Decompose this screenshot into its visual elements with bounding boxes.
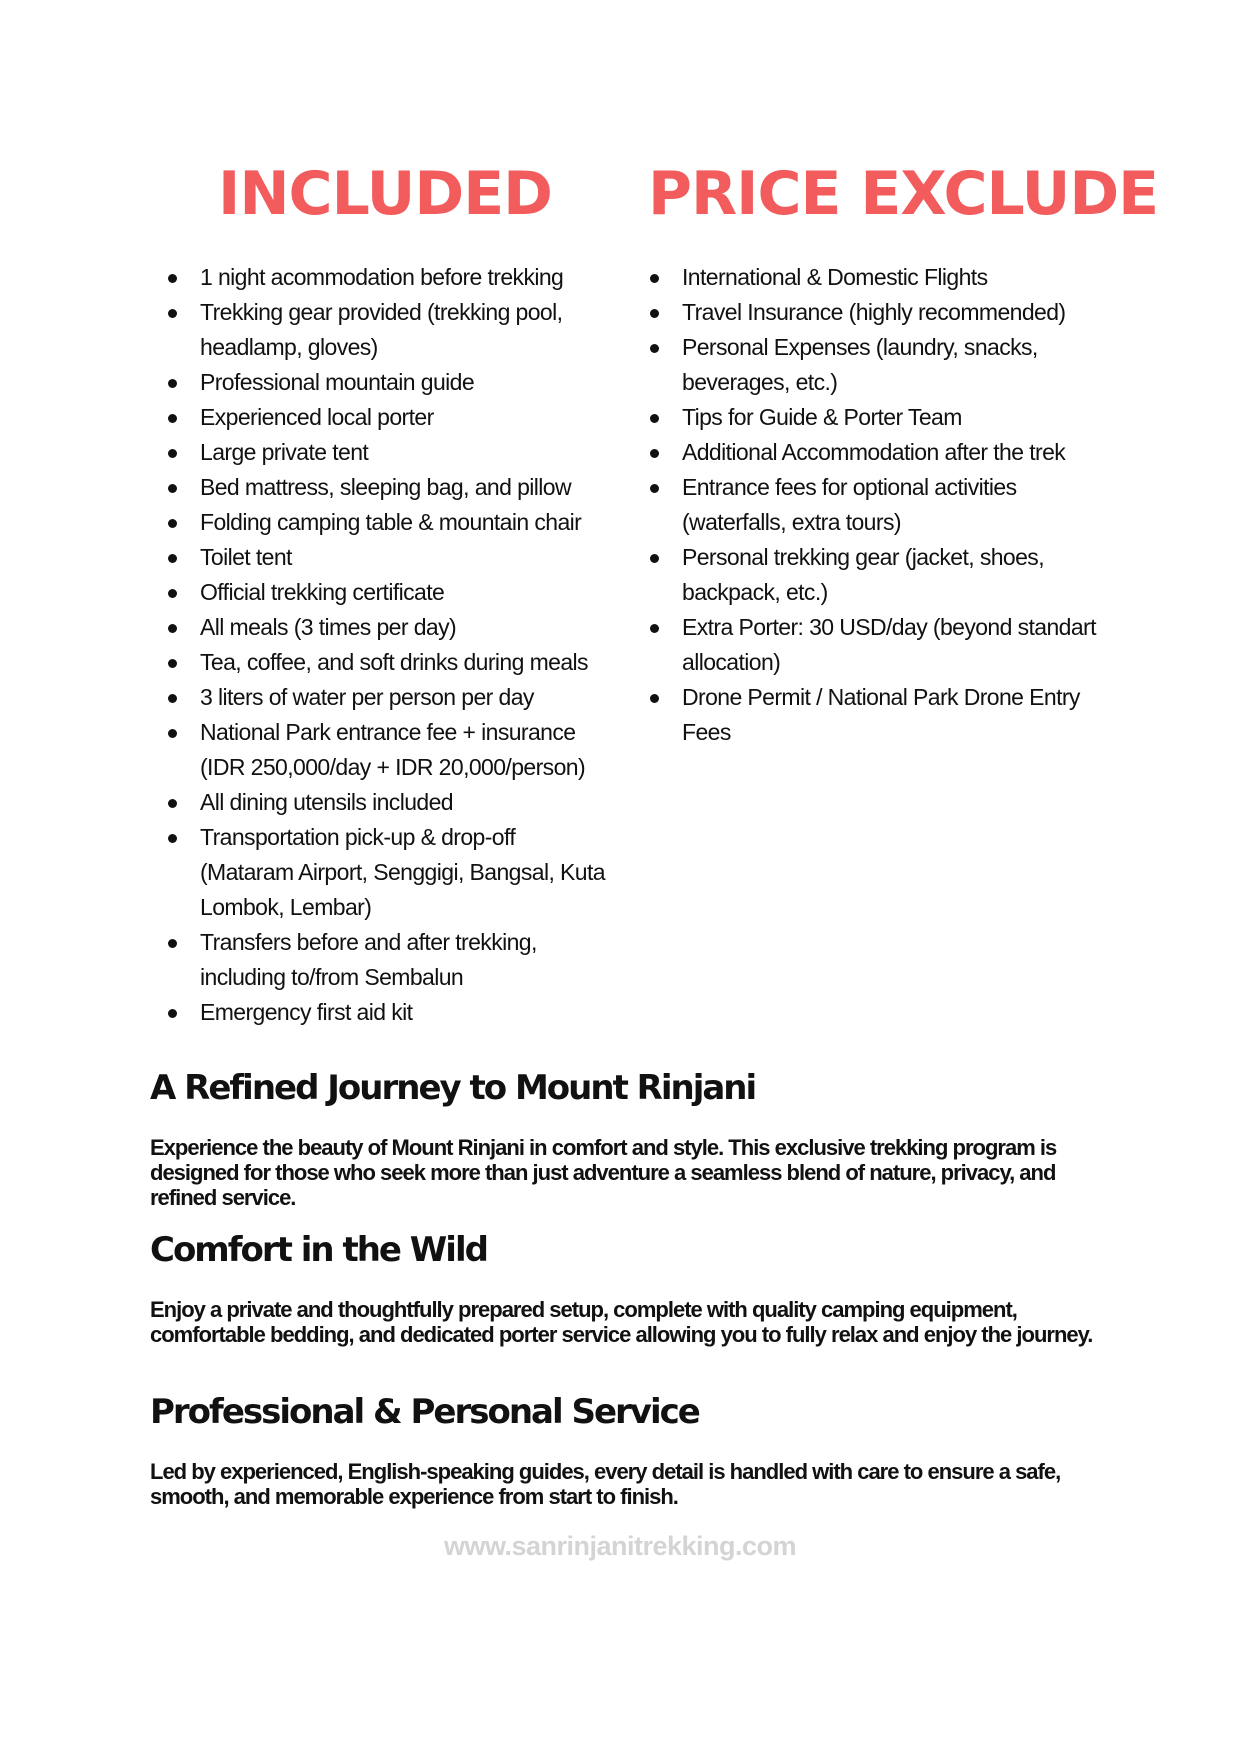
- list-item-text: Large private tent: [200, 439, 369, 465]
- price-exclude-list: [650, 260, 1110, 750]
- bullet-icon: [168, 799, 177, 808]
- list-item: [168, 505, 608, 540]
- list-item: [168, 645, 608, 680]
- price-exclude-title: PRICE EXCLUDE: [648, 159, 1159, 229]
- bullet-icon: [168, 519, 177, 528]
- list-item: [650, 295, 1110, 330]
- bullet-icon: [650, 624, 659, 633]
- bullet-icon: [650, 274, 659, 283]
- list-item-text: All meals (3 times per day): [200, 614, 457, 640]
- list-item-text: Extra Porter: 30 USD/day (beyond standart allocation): [682, 614, 1096, 675]
- list-item-text: National Park entrance fee + insurance (IDR 250,000/day + IDR 20,000/person): [200, 719, 586, 780]
- list-item-text: International & Domestic Flights: [682, 264, 988, 290]
- list-item: [650, 260, 1110, 295]
- list-item: [168, 820, 608, 925]
- bullet-icon: [168, 939, 177, 948]
- bullet-icon: [650, 414, 659, 423]
- bullet-icon: [168, 414, 177, 423]
- section-title-comfort-in-the-wild: Comfort in the Wild: [150, 1230, 487, 1270]
- list-item-text: 1 night acommodation before trekking: [200, 264, 564, 290]
- list-item: [168, 295, 608, 365]
- section-title-refined-journey: A Refined Journey to Mount Rinjani: [150, 1068, 756, 1108]
- list-item: [168, 610, 608, 645]
- bullet-icon: [650, 694, 659, 703]
- section-body-refined-journey: Experience the beauty of Mount Rinjani in comfort and style. This exclusive trekking program is designed for those who seek more than just adventure a seamless blend of nature, privacy, and refined service.: [150, 1135, 1057, 1210]
- list-item: [168, 680, 608, 715]
- list-item: [168, 435, 608, 470]
- bullet-icon: [650, 309, 659, 318]
- list-item-text: Drone Permit / National Park Drone Entry Fees: [682, 684, 1080, 745]
- list-item-text: Emergency first aid kit: [200, 999, 413, 1025]
- list-item: [168, 925, 608, 995]
- bullet-icon: [650, 484, 659, 493]
- list-item-text: Professional mountain guide: [200, 369, 475, 395]
- bullet-icon: [168, 1009, 177, 1018]
- list-item-text: Toilet tent: [200, 544, 292, 570]
- list-item: [168, 260, 608, 295]
- section-body-professional-service: Led by experienced, English-speaking guides, every detail is handled with care to ensure a safe, smooth, and memorable experience from start to finish.: [150, 1459, 1061, 1509]
- bullet-icon: [650, 554, 659, 563]
- list-item: [168, 715, 608, 785]
- footer-website-url: www.sanrinjanitrekking.com: [443, 1531, 797, 1561]
- list-item-text: Travel Insurance (highly recommended): [682, 299, 1066, 325]
- bullet-icon: [168, 834, 177, 843]
- list-item-text: Transportation pick-up & drop-off (Mataram Airport, Senggigi, Bangsal, Kuta Lombok, Lembar): [200, 824, 605, 920]
- list-item: [650, 680, 1110, 750]
- list-item: [168, 995, 608, 1030]
- list-item: [650, 540, 1110, 610]
- list-item-text: Entrance fees for optional activities (waterfalls, extra tours): [682, 474, 1017, 535]
- included-list: [168, 260, 608, 1030]
- list-item: [650, 610, 1110, 680]
- bullet-icon: [168, 589, 177, 598]
- list-item-text: Tea, coffee, and soft drinks during meals: [200, 649, 588, 675]
- section-body-comfort-in-the-wild: Enjoy a private and thoughtfully prepared setup, complete with quality camping equipment, comfortable bedding, and dedicated porter service allowing you to fully relax and enjoy the journey.: [150, 1297, 1093, 1347]
- list-item-text: All dining utensils included: [200, 789, 453, 815]
- list-item-text: Trekking gear provided (trekking pool, headlamp, gloves): [200, 299, 563, 360]
- bullet-icon: [168, 449, 177, 458]
- bullet-icon: [168, 624, 177, 633]
- list-item: [168, 365, 608, 400]
- list-item: [168, 540, 608, 575]
- bullet-icon: [168, 379, 177, 388]
- list-item: [650, 435, 1110, 470]
- included-title: INCLUDED: [218, 159, 552, 229]
- bullet-icon: [168, 729, 177, 738]
- list-item: [168, 575, 608, 610]
- bullet-icon: [168, 694, 177, 703]
- bullet-icon: [168, 484, 177, 493]
- bullet-icon: [650, 449, 659, 458]
- bullet-icon: [168, 274, 177, 283]
- list-item: [650, 330, 1110, 400]
- list-item-text: 3 liters of water per person per day: [200, 684, 534, 710]
- list-item: [650, 400, 1110, 435]
- list-item-text: Bed mattress, sleeping bag, and pillow: [200, 474, 571, 500]
- list-item-text: Official trekking certificate: [200, 579, 445, 605]
- list-item-text: Tips for Guide & Porter Team: [682, 404, 962, 430]
- list-item-text: Personal trekking gear (jacket, shoes, backpack, etc.): [682, 544, 1045, 605]
- bullet-icon: [168, 659, 177, 668]
- list-item: [168, 400, 608, 435]
- list-item-text: Additional Accommodation after the trek: [682, 439, 1066, 465]
- bullet-icon: [168, 309, 177, 318]
- bullet-icon: [168, 554, 177, 563]
- list-item-text: Experienced local porter: [200, 404, 434, 430]
- bullet-icon: [650, 344, 659, 353]
- list-item: [650, 470, 1110, 540]
- list-item: [168, 470, 608, 505]
- section-title-professional-service: Professional & Personal Service: [150, 1392, 699, 1432]
- list-item-text: Transfers before and after trekking, including to/from Sembalun: [200, 929, 537, 990]
- list-item: [168, 785, 608, 820]
- list-item-text: Personal Expenses (laundry, snacks, beverages, etc.): [682, 334, 1038, 395]
- list-item-text: Folding camping table & mountain chair: [200, 509, 582, 535]
